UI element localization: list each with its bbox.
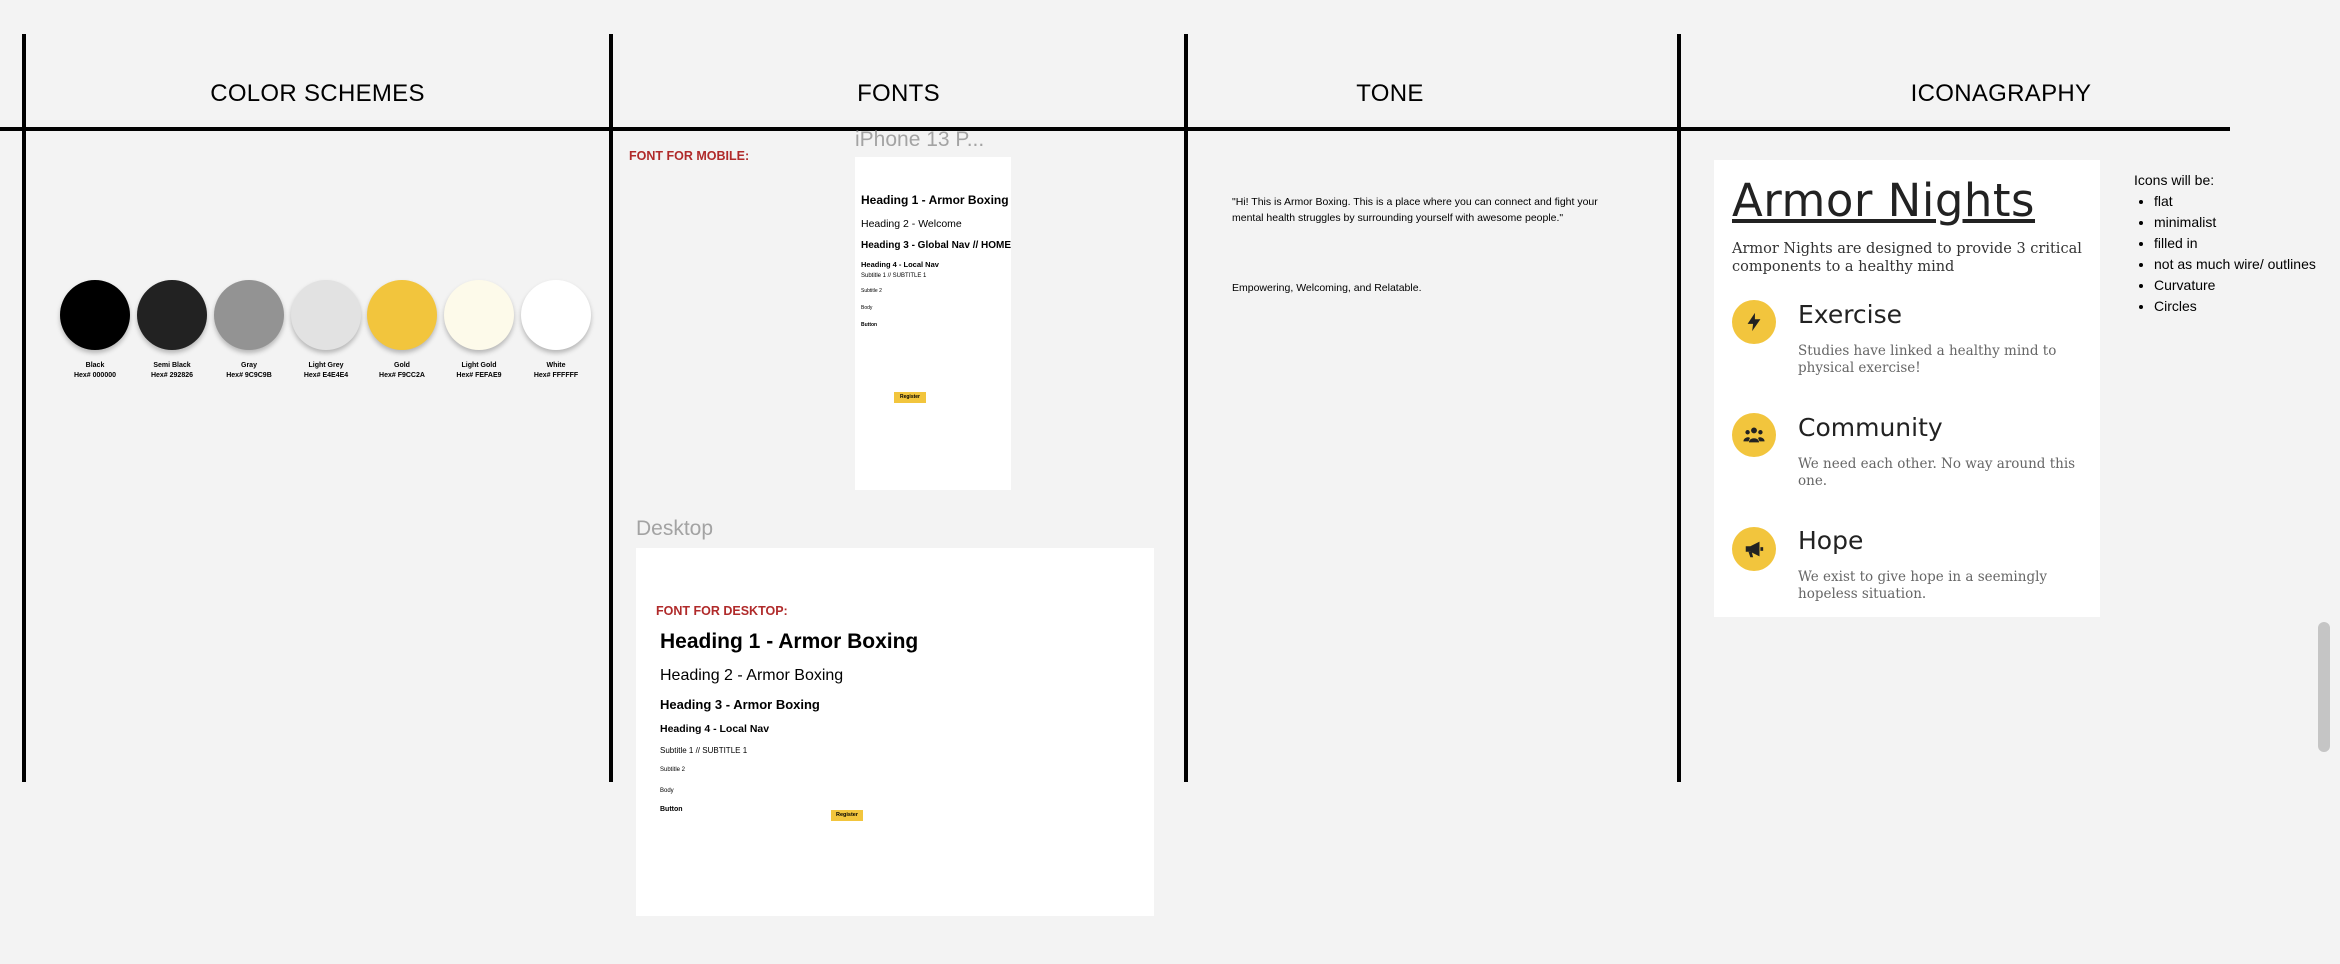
- swatch-label: Gray Hex# 9C9C9B: [226, 362, 272, 379]
- desktop-heading-4: Heading 4 - Local Nav: [660, 723, 770, 735]
- swatch-gold: [367, 280, 437, 350]
- swatch-semi-black: [137, 280, 207, 350]
- desktop-heading-2: Heading 2 - Armor Boxing: [660, 667, 844, 684]
- swatch-gray: [214, 280, 284, 350]
- column-divider: [1677, 34, 1681, 782]
- mobile-register-button[interactable]: Register: [894, 392, 926, 403]
- tone-quote-line: "Hi! This is Armor Boxing. This is a place where you can connect and fight your: [1232, 196, 1598, 208]
- icon-note: • Curvature: [2154, 275, 2316, 296]
- icon-note: • not as much wire/ outlines: [2154, 254, 2316, 275]
- desktop-heading-1: Heading 1 - Armor Boxing: [660, 630, 919, 653]
- mobile-heading-1: Heading 1 - Armor Boxing: [861, 193, 1009, 207]
- feature-text-exercise: Studies have linked a healthy mind to physical exercise!: [1798, 343, 2057, 376]
- desktop-body: Body: [660, 788, 674, 794]
- mobile-button-label: Button: [861, 322, 878, 328]
- feature-text-community: We need each other. No way around this one.: [1798, 456, 2076, 489]
- swatch-light-gold: [444, 280, 514, 350]
- column-heading-iconography: ICONAGRAPHY: [1910, 80, 2092, 107]
- icon-note: • flat: [2154, 191, 2316, 212]
- feature-title-hope: Hope: [1798, 526, 1864, 555]
- desktop-register-button[interactable]: Register: [831, 810, 863, 821]
- mobile-subtitle-1: Subtitle 1 // SUBTITLE 1: [861, 273, 927, 279]
- column-divider: [22, 34, 26, 782]
- column-divider: [1184, 34, 1188, 782]
- icon-notes: [2134, 170, 2316, 317]
- desktop-frame[interactable]: [636, 548, 1154, 916]
- mobile-heading-3: Heading 3 - Global Nav // HOME: [861, 240, 1012, 251]
- desktop-frame-title[interactable]: Desktop: [636, 517, 714, 540]
- swatch-label: Gold Hex# F9CC2A: [379, 362, 425, 379]
- font-for-mobile-label: FONT FOR MOBILE:: [629, 149, 750, 163]
- tone-quote-line: mental health struggles by surrounding yourself with awesome people.": [1232, 212, 1564, 224]
- column-divider: [609, 34, 613, 782]
- desktop-subtitle-2: Subtitle 2: [660, 767, 686, 773]
- desktop-heading-3: Heading 3 - Armor Boxing: [660, 697, 820, 712]
- font-for-desktop-label: FONT FOR DESKTOP:: [656, 604, 788, 618]
- mobile-heading-4: Heading 4 - Local Nav: [861, 260, 939, 269]
- armor-nights-card: [1714, 160, 2100, 617]
- card-title[interactable]: Armor Nights: [1732, 174, 2036, 227]
- column-heading-color-schemes: COLOR SCHEMES: [210, 80, 425, 107]
- icon-notes-title: Icons will be:: [2134, 172, 2215, 188]
- swatch-white: [521, 280, 591, 350]
- mobile-frame-title[interactable]: iPhone 13 P...: [855, 128, 985, 151]
- feature-title-community: Community: [1798, 413, 1943, 442]
- icon-note: • Circles: [2154, 296, 2316, 317]
- swatch-label: Light Gold Hex# FEFAE9: [456, 362, 502, 379]
- swatch-light-grey: [291, 280, 361, 350]
- megaphone-icon: [1732, 527, 1776, 571]
- swatch-label: Black Hex# 000000: [73, 362, 117, 379]
- column-heading-fonts: FONTS: [857, 80, 940, 107]
- swatch-label: Semi Black Hex# 292826: [150, 362, 194, 379]
- lightning-icon: [1732, 300, 1776, 344]
- swatch-black: [60, 280, 130, 350]
- mobile-frame[interactable]: [855, 157, 1011, 490]
- feature-title-exercise: Exercise: [1798, 300, 1903, 329]
- community-icon: [1732, 413, 1776, 457]
- icon-notes-list: [2134, 191, 2316, 317]
- desktop-button-label: Button: [660, 806, 683, 813]
- tone-quote: [1232, 194, 1598, 226]
- column-heading-tone: TONE: [1356, 80, 1424, 107]
- mobile-heading-2: Heading 2 - Welcome: [861, 218, 962, 230]
- tone-adjectives: Empowering, Welcoming, and Relatable.: [1232, 282, 1422, 294]
- feature-text-hope: We exist to give hope in a seemingly hopeless situation.: [1798, 569, 2048, 602]
- vertical-scrollbar-thumb[interactable]: [2318, 622, 2330, 752]
- mobile-body: Body: [861, 305, 873, 311]
- icon-note: • filled in: [2154, 233, 2316, 254]
- swatch-label: White Hex# FFFFFF: [533, 362, 579, 379]
- icon-note: • minimalist: [2154, 212, 2316, 233]
- header-divider: [0, 127, 2230, 131]
- desktop-subtitle-1: Subtitle 1 // SUBTITLE 1: [660, 746, 748, 755]
- card-intro: Armor Nights are designed to provide 3 critical components to a healthy mind: [1732, 241, 2082, 275]
- swatch-label: Light Grey Hex# E4E4E4: [303, 362, 349, 379]
- mobile-subtitle-2: Subtitle 2: [861, 288, 882, 294]
